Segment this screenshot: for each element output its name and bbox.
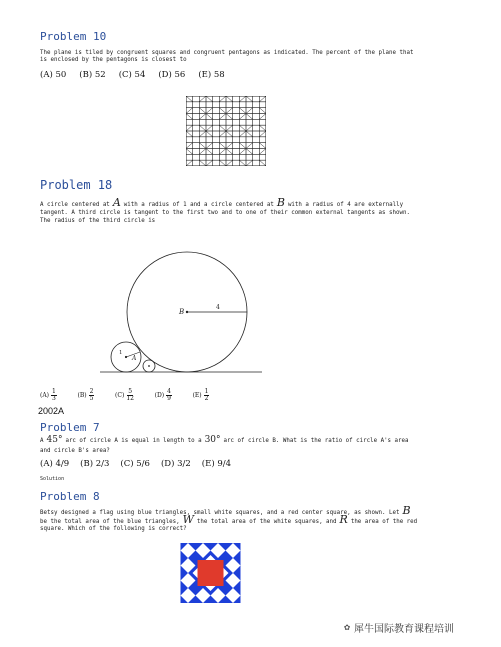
problem18-choice-a: (A) $\frac{1}{3}$ xyxy=(40,388,56,402)
problem8-text-seg2: be the total area of the blue triangles, xyxy=(40,519,180,525)
problem18-choice-d: (D) $\frac{4}{9}$ xyxy=(154,388,171,402)
problem18-choice-b: (B) $\frac{2}{5}$ xyxy=(77,388,94,402)
problem7-choice-d: (D) 3/2 xyxy=(160,459,191,469)
problem18-math-a: A xyxy=(112,196,121,209)
problem7-choice-a: (A) 4/9 xyxy=(40,459,70,469)
problem10-tiling-figure xyxy=(186,96,266,166)
problem18-text-line1 xyxy=(40,196,404,209)
problem7-text-seg1: A xyxy=(40,438,44,444)
watermark-text: 犀牛国际教育课程培训 xyxy=(354,624,455,635)
problem18-text-seg1: A circle centered at xyxy=(40,202,110,208)
radius-b-label: 4 xyxy=(216,304,220,311)
problem10-text-line1: The plane is tiled by congruent squares and congruent pentagons as indicated. The percent of the plane that xyxy=(40,50,414,56)
problem8-text-seg1: Betsy designed a flag using blue triangles, small white squares, and a red center square, as shown. Let xyxy=(40,510,400,516)
problem10-choice-b: (B) 52 xyxy=(79,70,106,80)
problem18-text-line3: The radius of the third circle is xyxy=(40,218,156,224)
problem18-choice-e: (E) $\frac{1}{2}$ xyxy=(192,388,209,402)
problem8-math-w: W xyxy=(182,513,194,526)
problem18-choices xyxy=(40,382,220,402)
problem7-text-line1 xyxy=(40,437,409,445)
problem18-text-seg3: with a radius of 4 are externally xyxy=(287,202,404,208)
problem8-math-b: B xyxy=(402,504,411,517)
problem10-title: Problem 10 xyxy=(40,30,107,43)
problem7-choice-e: (E) 9/4 xyxy=(201,459,232,469)
problem7-text-line2: and circle B's area? xyxy=(40,448,110,454)
problem7-text-seg3: arc of circle B. What is the ratio of circle A's area xyxy=(223,438,409,444)
wechat-icon: ✿ xyxy=(344,622,351,633)
problem7-choice-c: (C) 5/6 xyxy=(120,459,150,469)
radius-a-label: 1 xyxy=(119,350,123,356)
problem18-text-line2: tangent. A third circle is tangent to the first two and to one of their common external tangents as shown. xyxy=(40,210,410,216)
label-a: A xyxy=(132,355,137,362)
problem8-text-line3: square. Which of the following is correct? xyxy=(40,526,187,532)
problem7-angle1: 45° xyxy=(46,435,63,445)
problem7-angle2: 30° xyxy=(204,435,221,445)
problem18-text-seg2: with a radius of 1 and a circle centered at xyxy=(123,202,274,208)
problem7-choice-b: (B) 2/3 xyxy=(80,459,110,469)
problem10-choices xyxy=(40,70,225,80)
problem7-text-seg2: arc of circle A is equal in length to a xyxy=(65,438,202,444)
problem18-circles-figure xyxy=(96,244,268,378)
problem10-choice-d: (D) 56 xyxy=(158,70,186,80)
problem18-math-b: B xyxy=(276,196,285,209)
problem7-choices xyxy=(40,459,231,469)
problem10-text-line2: is enclosed by the pentagons is closest to xyxy=(40,57,187,63)
center-third-dot xyxy=(148,365,150,367)
problem8-flag-figure xyxy=(180,543,241,603)
problem7-solution-link[interactable]: Solution xyxy=(40,476,65,482)
problem8-math-r: R xyxy=(339,513,348,526)
problem10-choice-e: (E) 58 xyxy=(198,70,225,80)
problem18-choice-c: (C) $\frac{5}{12}$ xyxy=(115,388,134,402)
problem7-title: Problem 7 xyxy=(40,421,100,434)
problem18-title: Problem 18 xyxy=(40,178,113,192)
flag-red-square xyxy=(198,560,224,586)
problem10-choice-a: (A) 50 xyxy=(40,70,67,80)
problem8-text-seg4: the area of the red xyxy=(350,519,418,525)
section-label-2002a: 2002A xyxy=(38,406,65,416)
label-b: B xyxy=(179,308,185,316)
watermark xyxy=(344,620,454,635)
problem8-title: Problem 8 xyxy=(40,490,100,503)
problem8-text-seg3: the total area of the white squares, and xyxy=(196,519,337,525)
problem10-choice-c: (C) 54 xyxy=(118,70,146,80)
